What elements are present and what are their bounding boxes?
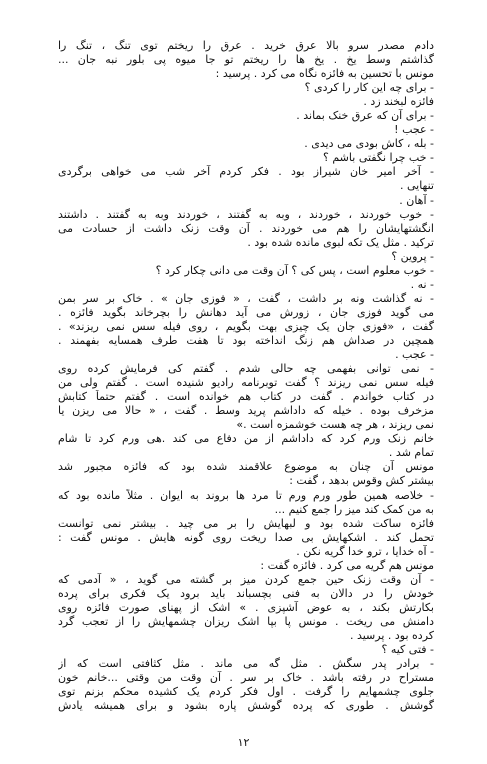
text-line: - آن وقت زنک حین جمع کردن میز بر گشته می گوید ، « آدمی که bbox=[58, 572, 434, 586]
text-line: می گوید فوزی جان ، زورش می آید دهانش را بچرخاند بگوید فائزه . bbox=[58, 305, 434, 319]
text-line: - خلاصه همین طور ورم ورم تا مرد ها بروند به ایوان . مثلاً مانده بود که bbox=[58, 488, 434, 502]
page-number: ۱۲ bbox=[237, 736, 250, 749]
text-line: کرده بود . پرسید . bbox=[349, 628, 434, 642]
text-line: دامنش می ریخت . مونس پا بپا اشک ریزان چشمهایش را از تعجب گرد bbox=[58, 614, 434, 628]
body-text bbox=[58, 39, 434, 713]
text-line: - آه خدایا ، ترو خدا گریه نکن . bbox=[296, 544, 434, 558]
text-line: - نمی توانی بفهمی چه حالی شدم . گفتم کی فرمایش کرده روی bbox=[58, 362, 434, 376]
text-line: تحمل کند . اشکهایش بی صدا ریخت روی گونه هایش . مونس گفت : bbox=[58, 530, 434, 544]
text-line: انگشتهایشان را هم می خوردند . آن وقت زنک داشت از حسادت می bbox=[58, 221, 434, 235]
text-line: - نه . bbox=[410, 277, 434, 291]
text-line: بیشتر کش وقوس بدهد ، گفت : bbox=[289, 474, 434, 488]
text-line: تمام شد . bbox=[388, 446, 434, 460]
text-line: - عجب ! bbox=[394, 123, 434, 137]
text-line: - برای آن که عرق خنک بماند . bbox=[296, 109, 434, 123]
text-line: - نه گذاشت ونه بر داشت ، گفت ، « فوزی جان » . خاک بر سر بمن bbox=[58, 291, 434, 305]
text-line: گوشش . طوری که پرده گوشش پاره بشود و برای همیشه یادش bbox=[58, 699, 434, 713]
text-line: گذاشتم وسط یخ . یخ ها را ریختم تو جا میوه پی بلور نبه جان ... bbox=[58, 53, 434, 67]
text-line: مونس هم گریه می کرد . فائزه گفت : bbox=[260, 558, 434, 572]
text-line: گفت ، «فوزی جان یک چیزی بهت بگویم ، روی فیله سس نمی ریزند» . bbox=[58, 319, 434, 333]
text-line: فائزه ساکت شده بود و لبهایش را بر می چید . بیشتر نمی توانست bbox=[58, 516, 434, 530]
text-line: ترکید . مثل یک تکه لبوی مانده شده بود . bbox=[247, 235, 434, 249]
text-line: مستراح در رفته باشد . خاک بر سر . آن وقت من وقتی ...خانم خون bbox=[58, 671, 434, 685]
text-line: فائزه لبخند زد . bbox=[363, 95, 434, 109]
text-line: در کتاب خواندم . گفت در کتاب هم خوانده است . گفتم حتماً کتابش bbox=[58, 390, 434, 404]
text-line: خانم زنک ورم کرد که داداشم از من دفاع می کند .هی ورم کرد تا شام bbox=[58, 432, 434, 446]
text-line: - خوب خوردند ، خوردند ، وبه به گفتند ، خوردند وبه به گفتند . داشتند bbox=[58, 207, 434, 221]
text-line: نمی ریزند ، هر چه هست خوشمزه است .» bbox=[236, 418, 434, 432]
text-line: - آخر امیر خان شیراز بود . فکر کردم آخر شب می خواهی برگردی bbox=[58, 165, 434, 179]
text-line: - پروین ؟ bbox=[391, 249, 434, 263]
text-line: مونس با تحسین به فائزه نگاه می کرد . پرسید : bbox=[215, 67, 434, 81]
text-line: - خوب معلوم است ، پس کی ؟ آن وقت می دانی چکار کرد ؟ bbox=[155, 263, 434, 277]
text-line: دادم مصدر سرو بالا عرق خرید . عرق را ریختم توی تنگ ، تنگ را bbox=[58, 39, 434, 52]
text-line: - آهان . bbox=[399, 193, 434, 207]
text-line: تنهایی . bbox=[399, 179, 434, 193]
text-line: - برای چه این کار را کردی ؟ bbox=[304, 81, 434, 95]
text-line: مزخرف بوده . خیله که داداشم پرید وسط . گفت ، « حالا می ریزن یا bbox=[58, 404, 434, 418]
text-line: فیله سس نمی ریزند ؟ گفت توبرنامه رادیو شنیده است . گفتم ولی من bbox=[58, 376, 434, 390]
text-line: مونس آن چنان به موضوع علاقمند شده بود که فائزه مجبور شد bbox=[58, 460, 434, 474]
text-line: - فتی کیه ؟ bbox=[381, 643, 434, 657]
text-line: بکارتش بکند ، به عوض آشپزی . » اشک از پهنای صورت فائزه روی bbox=[58, 600, 434, 614]
text-line: - خب چرا نگفتی باشم ؟ bbox=[323, 151, 434, 165]
text-line: - بله ، کاش بودی می دیدی . bbox=[304, 137, 434, 151]
text-line: به من کمک کند میز را جمع کنیم ... bbox=[274, 502, 434, 516]
text-line: همچین در صداش هم زنگ انداخته بود تا هفت طرف همسایه بفهمند . bbox=[58, 333, 434, 347]
text-line: - برادر پدر سگش . مثل گه می ماند . مثل کثافتی است که از bbox=[58, 657, 434, 671]
text-line: جلوی چشمهایم را گرفت . اول فکر کردم یک کشیده محکم بزنم توی bbox=[58, 685, 434, 699]
text-line: خودش را در دالان به فنی بچسباند باید برود یک فکری برای پرده bbox=[58, 586, 434, 600]
text-line: - عجب . bbox=[395, 348, 434, 362]
